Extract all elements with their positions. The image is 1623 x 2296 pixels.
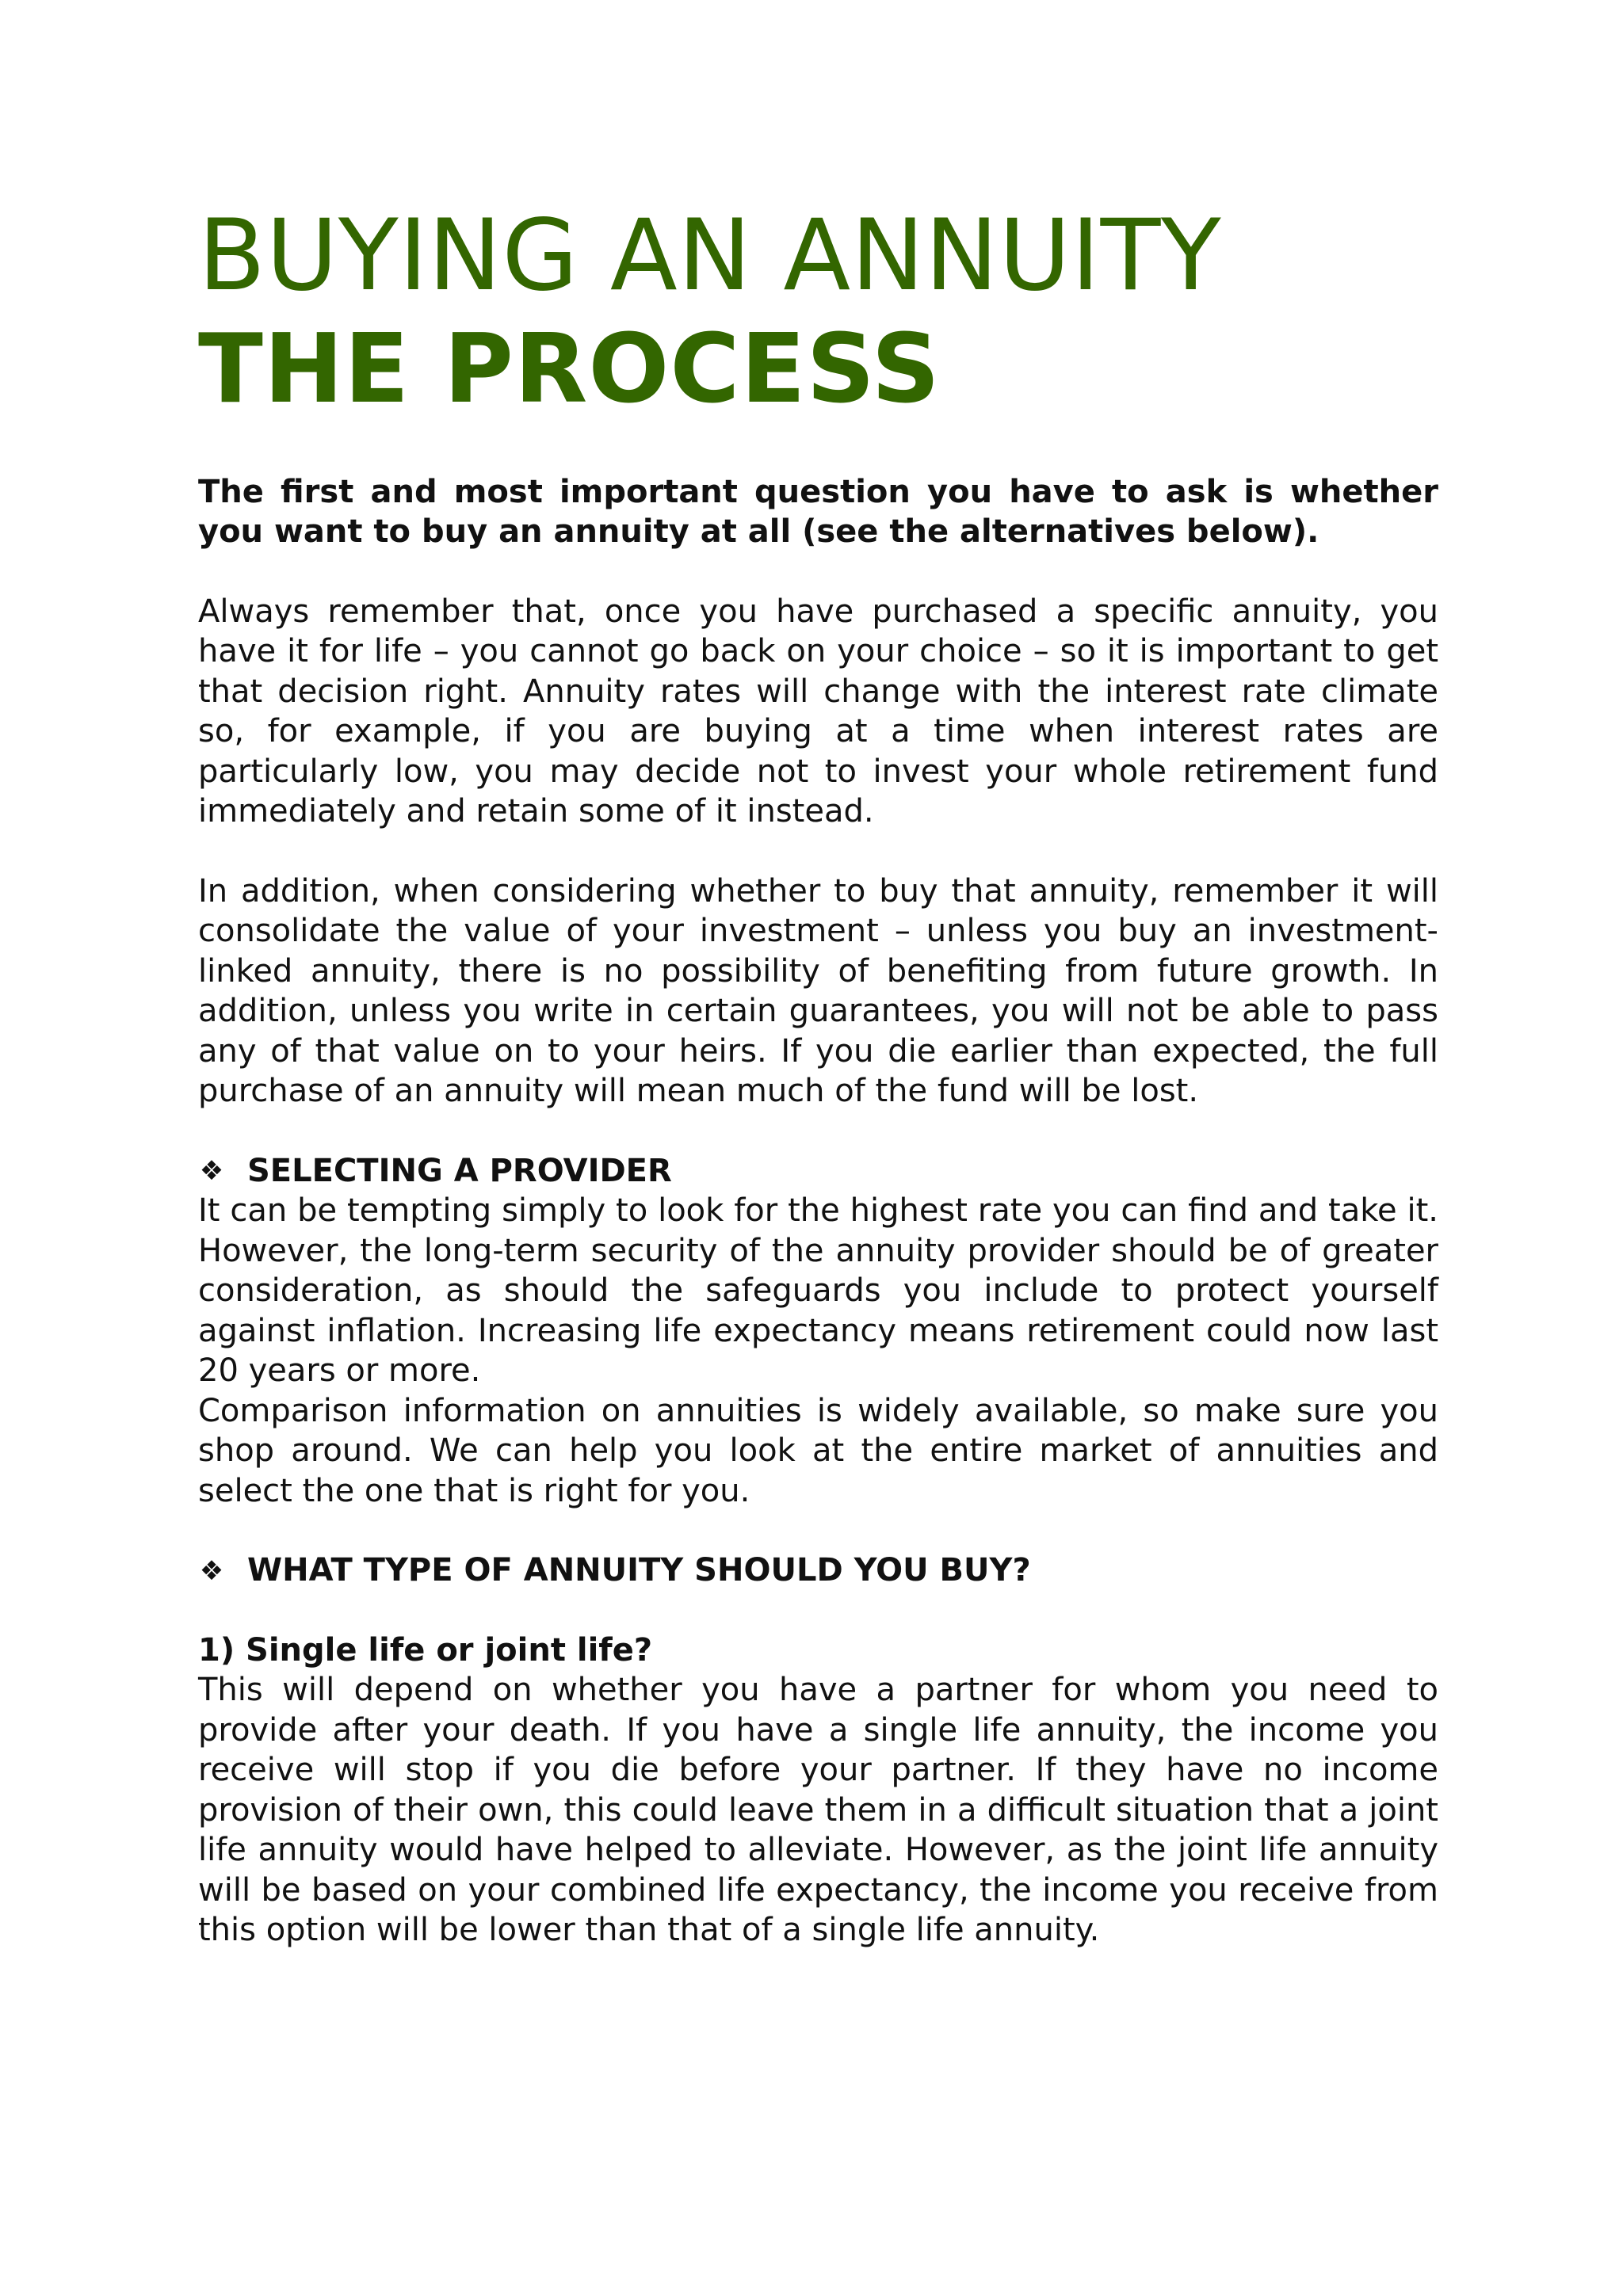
intro-paragraph-2: In addition, when considering whether to buy that annuity, remember it will consolidate the value of your investment – unless you buy an investment-linked annuity, there is no possibility of benefiting from future growth. In addition, unless you write in certain guarantees, you will not be able to pass any of that value on to your heirs. If you die earlier than expected, the full purchase of an annuity will mean much of the fund will be lost. [198,872,1438,1110]
annuity-type-paragraph: This will depend on whether you have a partner for whom you need to provide after your death. If you have a single life annuity, the income you receive will stop if you die before your partner. If they have no income provision of their own, this could leave them in a difficult situation that a joint life annuity would have helped to alleviate. However, as the joint life annuity will be based on your combined life expectancy, the income you receive from this option will be lower than that of a single life annuity. [198,1672,1438,1949]
diamond-bullet-icon: ❖ [199,1554,224,1587]
page-title: BUYING AN ANNUITY [198,199,1222,313]
section-heading-provider-label: SELECTING A PROVIDER [247,1152,672,1189]
provider-paragraph-2: Comparison information on annuities is widely available, so make sure you shop around. We can help you look at the entire market of annuities and select the one that is right for you. [198,1392,1438,1509]
page-subtitle: THE PROCESS [198,315,941,425]
subheading-single-joint-life: 1) Single life or joint life? [198,1631,653,1669]
provider-paragraph-1: It can be tempting simply to look for the highest rate you can find and take it. However, the long-term security of the annuity provider should be of greater consideration, as should the safeguards you include to protect yourself against inflation. Increasing life expectancy means retirement could now last 20 years or more. [198,1192,1438,1390]
section-heading-annuity-type [198,1550,1438,1591]
diamond-bullet-icon: ❖ [199,1155,224,1188]
section-heading-annuity-type-label: WHAT TYPE OF ANNUITY SHOULD YOU BUY? [247,1552,1031,1589]
intro-paragraph-1: Always remember that, once you have purchased a specific annuity, you have it for life – you cannot go back on your choice – so it is important to get that decision right. Annuity rates will change with the interest rate climate so, for example, if you are buying at a time when interest rates are particularly low, you may decide not to invest your whole retirement fund immediately and retain some of it instead. [198,593,1438,830]
lead-paragraph: The first and most important question you have to ask is whether you want to buy an annuity at all (see the alternatives below). [198,473,1438,551]
section-heading-provider [198,1151,1438,1192]
